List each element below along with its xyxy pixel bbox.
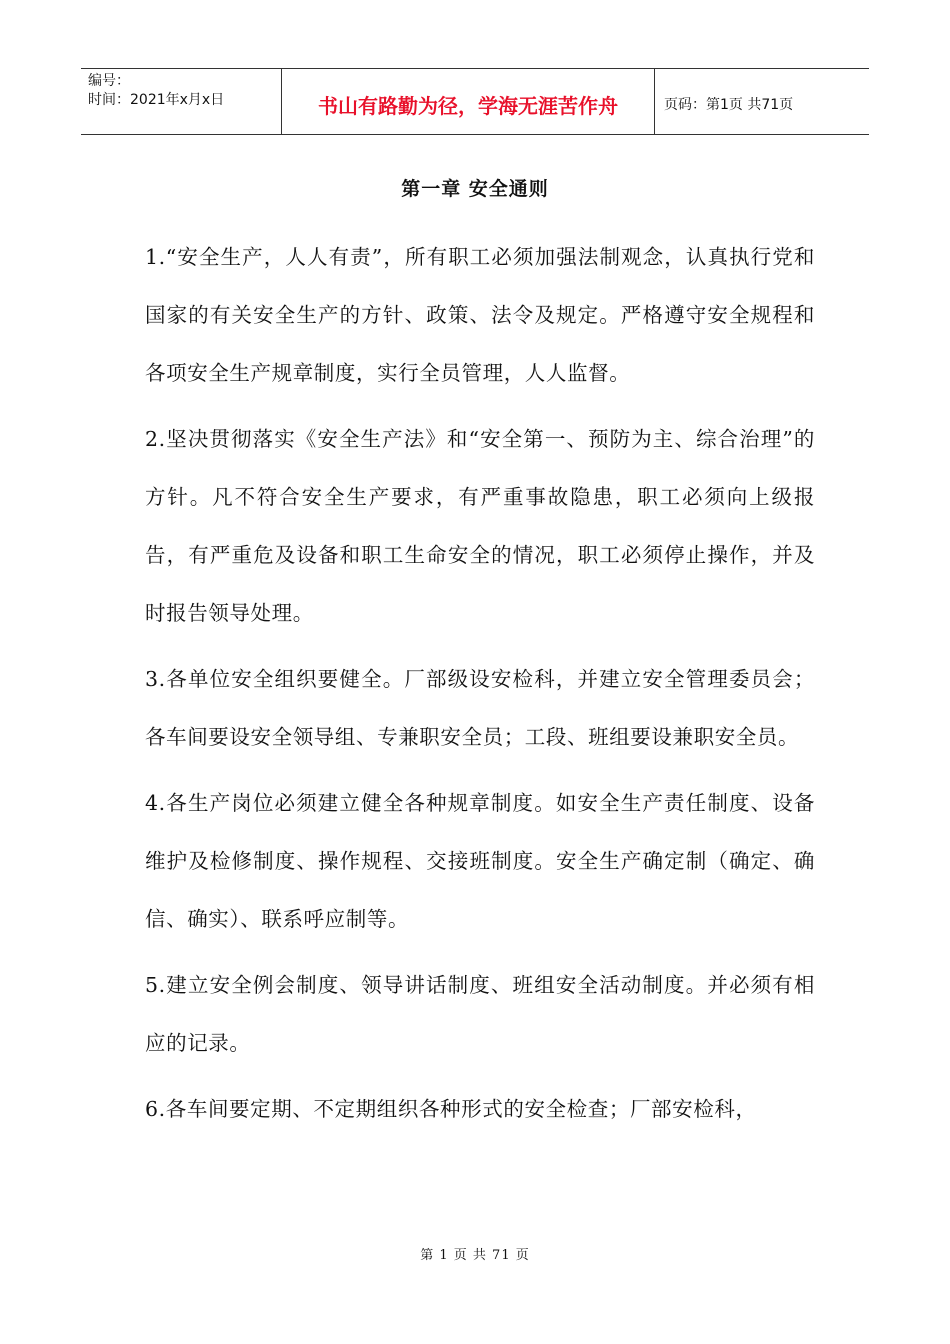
header-motto: 书山有路勤为径，学海无涯苦作舟	[281, 69, 655, 134]
document-code-label: 编号：	[88, 73, 130, 89]
paragraph-5: 5.建立安全例会制度、领导讲话制度、班组安全活动制度。并必须有相应的记录。	[145, 973, 815, 1055]
header-meta-cell	[81, 69, 281, 134]
paragraph-4: 4.各生产岗位必须建立健全各种规章制度。如安全生产责任制度、设备维护及检修制度、操作规程、交接班制度。安全生产确定制（确定、确信、确实）、联系呼应制等。	[145, 791, 815, 931]
header-page-info: 页码：第1页 共71页	[664, 96, 794, 113]
paragraph-6: 6.各车间要定期、不定期组织各种形式的安全检查；厂部安检科，	[145, 1097, 757, 1121]
document-time-label: 时间：2021年x月x日	[88, 92, 225, 108]
paragraph-2: 2.坚决贯彻落实《安全生产法》和“安全第一、预防为主、综合治理”的方针。凡不符合安全生产要求，有严重事故隐患，职工必须向上级报告，有严重危及设备和职工生命安全的情况，职工必须停止操作，并及时报告领导处理。	[145, 427, 815, 625]
chapter-title: 第一章 安全通则	[401, 178, 549, 200]
paragraph-1: 1.“安全生产，人人有责”，所有职工必须加强法制观念，认真执行党和国家的有关安全生产的方针、政策、法令及规定。严格遵守安全规程和各项安全生产规章制度，实行全员管理，人人监督。	[145, 245, 815, 385]
paragraph-3: 3.各单位安全组织要健全。厂部级设安检科，并建立安全管理委员会；各车间要设安全领导组、专兼职安全员；工段、班组要设兼职安全员。	[145, 667, 815, 749]
page-footer: 第 1 页 共 71 页	[420, 1248, 530, 1263]
document-body	[145, 228, 815, 1146]
header-table	[81, 68, 869, 135]
